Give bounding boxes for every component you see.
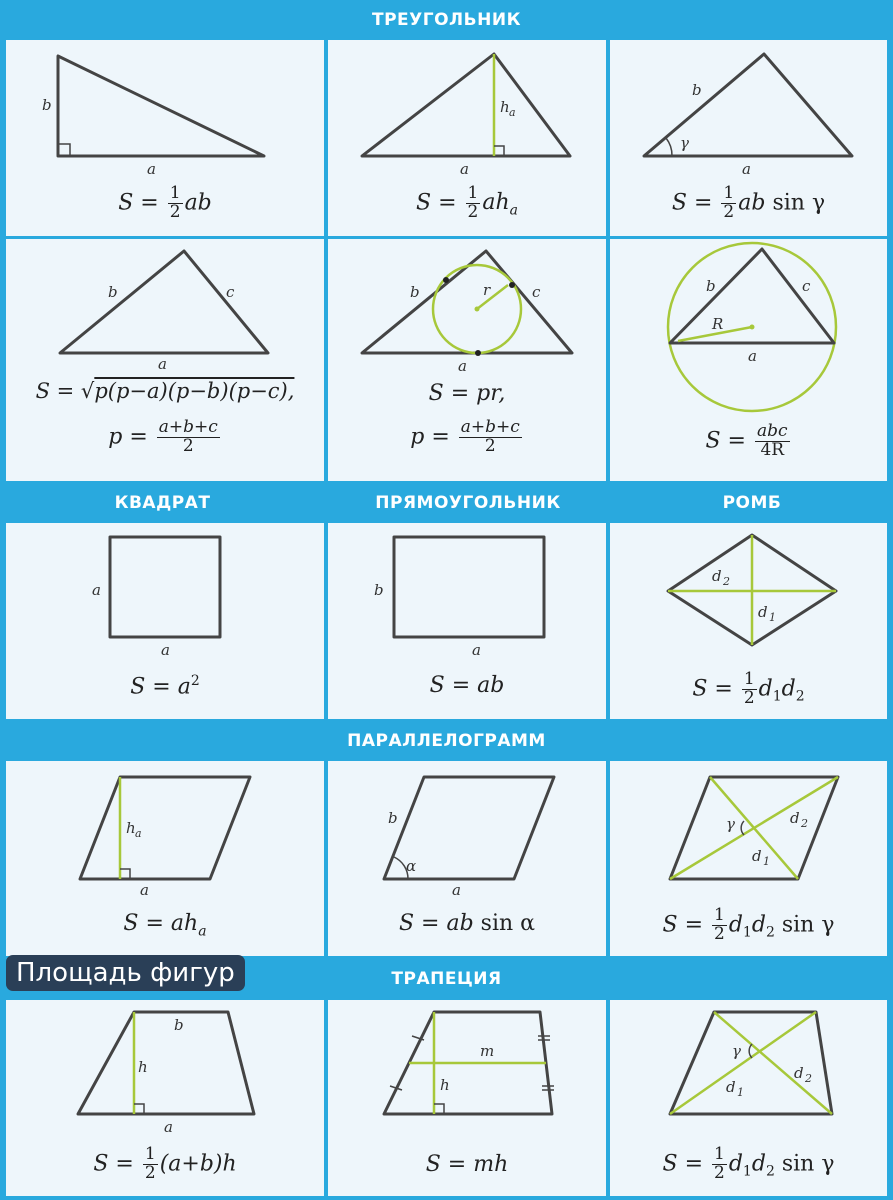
- label-d2: d: [712, 567, 722, 585]
- rhombus-header-label: РОМБ: [722, 493, 782, 513]
- svg-text:2: 2: [723, 575, 730, 588]
- label-gamma: γ: [732, 1042, 741, 1060]
- label-a: a: [748, 347, 757, 365]
- svg-text:a: a: [135, 827, 142, 840]
- label-R: R: [712, 315, 724, 333]
- label-c: c: [532, 283, 541, 301]
- label-a: a: [742, 160, 751, 178]
- formula-inradius: S = pr,: [428, 381, 506, 406]
- formula-heron: S = √p(p−a)(p−b)(p−c),: [35, 379, 295, 403]
- label-b: b: [692, 81, 702, 99]
- svg-text:1: 1: [763, 855, 770, 868]
- formula-right-triangle: S = $\frac{1}{2}$ ab: [118, 183, 212, 222]
- formula-trapezoid-diagonals: S = $\frac{1}{2}$ $d_1d_2$ sin γ: [662, 1144, 835, 1183]
- cell-right-triangle: [6, 40, 324, 236]
- label-d1: d: [758, 603, 768, 621]
- label-b: b: [42, 96, 52, 114]
- cell-heron: [6, 239, 324, 481]
- formula-trapezoid-height: S = $\frac{1}{2}$ (a+b)h: [93, 1144, 237, 1183]
- label-b: b: [374, 581, 384, 599]
- cell-parallelogram-diagonals: [610, 761, 887, 956]
- cell-triangle-sine: [610, 40, 887, 236]
- label-b: b: [174, 1016, 184, 1034]
- triangle-header: [0, 0, 893, 40]
- label-c: c: [802, 277, 811, 295]
- formula-circumradius: S = $\frac{\text{abc}}{4R}$: [705, 421, 788, 460]
- cell-parallelogram-sine: [328, 761, 606, 956]
- label-gamma: γ: [726, 815, 735, 833]
- formula-trapezoid-midline: S = mh: [425, 1152, 509, 1177]
- cell-trapezoid-height: [6, 1000, 324, 1196]
- label-c: c: [226, 283, 235, 301]
- formula-rhombus: S = $\frac{1}{2}$ $d_1d_2$: [692, 669, 805, 708]
- label-r: r: [483, 281, 491, 299]
- formula-triangle-sine: S = $\frac{1}{2}$ ab sin γ: [671, 183, 826, 222]
- label-a: a: [458, 357, 467, 375]
- cell-triangle-height: [328, 40, 606, 236]
- cell-square: [6, 523, 324, 719]
- svg-text:1: 1: [737, 1086, 744, 1099]
- label-gamma: γ: [680, 134, 689, 152]
- formula-semiperimeter-2: p = $\frac{a+b+c}{2}$: [410, 417, 520, 456]
- formula-parallelogram-sine: S = ab sin α: [398, 911, 536, 936]
- label-ha: h: [126, 819, 136, 837]
- quadrilateral-header: [0, 483, 893, 523]
- parallelogram-header: [0, 721, 893, 761]
- caption-overlay: Площадь фигур: [6, 955, 245, 991]
- formula-parallelogram-height: $S = ah_a$: [123, 911, 207, 940]
- label-b: b: [410, 283, 420, 301]
- label-b: b: [388, 809, 398, 827]
- trapezoid-header-label: ТРАПЕЦИЯ: [391, 969, 502, 989]
- label-a-side: a: [92, 581, 101, 599]
- parallelogram-header-label: ПАРАЛЛЕЛОГРАММ: [347, 731, 546, 751]
- cell-rectangle: [328, 523, 606, 719]
- label-a: a: [158, 355, 167, 373]
- label-a: a: [147, 160, 156, 178]
- formula-square: $S = a^2$: [130, 673, 200, 700]
- label-a: a: [140, 881, 149, 899]
- formula-parallelogram-diagonals: S = $\frac{1}{2}$ $d_1d_2$ sin γ: [662, 905, 835, 944]
- label-h: h: [440, 1076, 450, 1094]
- triangle-header-label: ТРЕУГОЛЬНИК: [372, 10, 521, 30]
- label-b: b: [108, 283, 118, 301]
- cell-rhombus: [610, 523, 887, 719]
- label-a: a: [472, 641, 481, 659]
- svg-text:1: 1: [769, 611, 776, 624]
- formula-rectangle: S = ab: [429, 673, 505, 698]
- svg-text:2: 2: [805, 1072, 812, 1085]
- cell-trapezoid-diagonals: [610, 1000, 887, 1196]
- svg-text:a: a: [509, 106, 516, 119]
- label-ha: h: [500, 98, 510, 116]
- square-header-label: КВАДРАТ: [114, 493, 211, 513]
- formula-triangle-height: S = $\frac{1}{2}$ $ah_a$: [416, 183, 518, 222]
- label-d1: d: [726, 1078, 736, 1096]
- label-h: h: [138, 1058, 148, 1076]
- label-a: a: [161, 641, 170, 659]
- formula-semiperimeter: p = $\frac{a+b+c}{2}$: [108, 417, 218, 456]
- label-a: a: [452, 881, 461, 899]
- cell-circumscribed-circle: [610, 239, 887, 481]
- svg-text:2: 2: [801, 817, 808, 830]
- label-a: a: [460, 160, 469, 178]
- label-alpha: α: [406, 857, 417, 875]
- cell-inscribed-circle: [328, 239, 606, 481]
- label-a: a: [164, 1118, 173, 1136]
- cell-trapezoid-midline: [328, 1000, 606, 1196]
- label-b: b: [706, 277, 716, 295]
- label-d2: d: [790, 809, 800, 827]
- cell-parallelogram-height: [6, 761, 324, 956]
- label-d1: d: [752, 847, 762, 865]
- rectangle-header-label: ПРЯМОУГОЛЬНИК: [375, 493, 561, 513]
- label-m: m: [480, 1042, 495, 1060]
- label-d2: d: [794, 1064, 804, 1082]
